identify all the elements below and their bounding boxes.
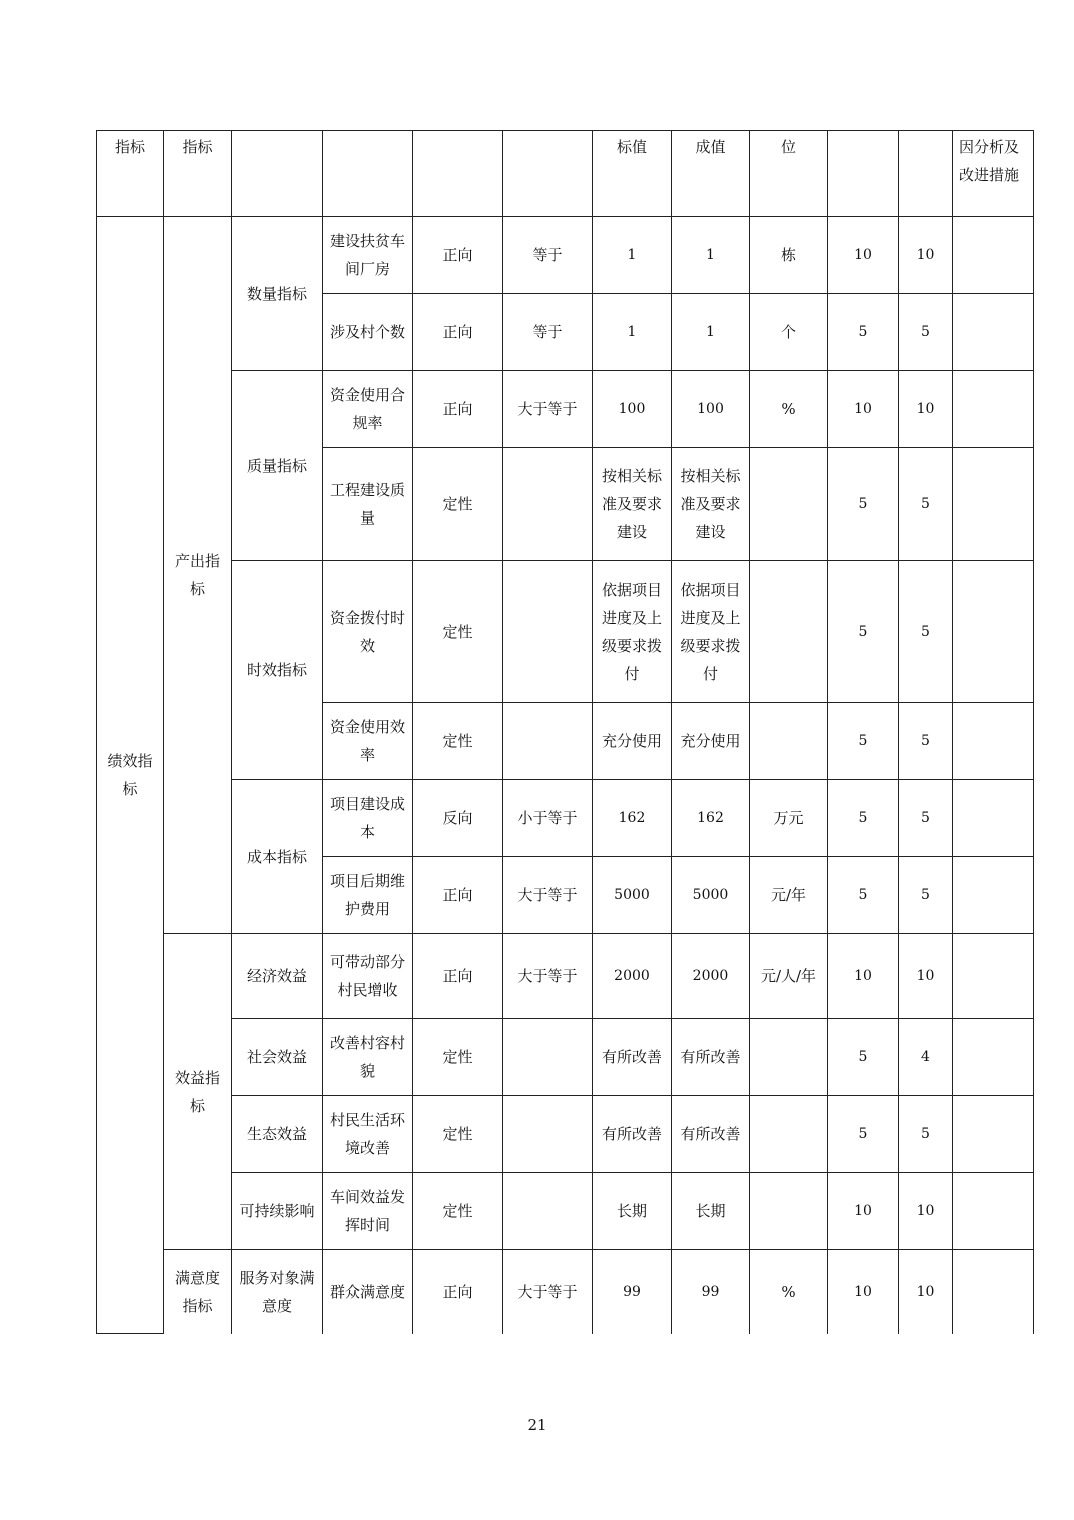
score-cell: 5: [899, 294, 953, 371]
score-cell: 10: [899, 934, 953, 1019]
header-cell: [899, 131, 953, 217]
note-cell: [953, 371, 1034, 448]
target-cell: 99: [593, 1250, 672, 1334]
unit-cell: [750, 561, 828, 703]
comparison-cell: [503, 561, 593, 703]
target-cell: 有所改善: [593, 1019, 672, 1096]
score-cell: 5: [899, 857, 953, 934]
weight-cell: 5: [828, 561, 899, 703]
unit-cell: 元/年: [750, 857, 828, 934]
subgroup-cell-social: 社会效益: [232, 1019, 323, 1096]
comparison-cell: [503, 1019, 593, 1096]
actual-cell: 有所改善: [672, 1019, 750, 1096]
indicator-cell: 改善村容村貌: [323, 1019, 413, 1096]
target-cell: 按相关标准及要求建设: [593, 448, 672, 561]
comparison-cell: [503, 448, 593, 561]
direction-cell: 正向: [413, 294, 503, 371]
score-cell: 5: [899, 1096, 953, 1173]
actual-cell: 1: [672, 294, 750, 371]
actual-cell: 长期: [672, 1173, 750, 1250]
table-row: [97, 934, 1034, 1019]
unit-cell: [750, 1019, 828, 1096]
unit-cell: [750, 1173, 828, 1250]
header-cell: [828, 131, 899, 217]
table-row: [97, 1250, 1034, 1334]
comparison-cell: 大于等于: [503, 857, 593, 934]
actual-cell: 2000: [672, 934, 750, 1019]
table-row: [97, 217, 1034, 294]
indicator-cell: 车间效益发挥时间: [323, 1173, 413, 1250]
actual-cell: 100: [672, 371, 750, 448]
weight-cell: 5: [828, 1019, 899, 1096]
comparison-cell: 大于等于: [503, 371, 593, 448]
comparison-cell: 大于等于: [503, 1250, 593, 1334]
indicator-cell: 群众满意度: [323, 1250, 413, 1334]
comparison-cell: 等于: [503, 294, 593, 371]
unit-cell: %: [750, 1250, 828, 1334]
comparison-cell: [503, 1173, 593, 1250]
indicator-cell: 涉及村个数: [323, 294, 413, 371]
group-cell-satisfaction: 满意度指标: [164, 1250, 232, 1334]
level1-cell: 绩效指标: [97, 217, 164, 1334]
direction-cell: 正向: [413, 371, 503, 448]
comparison-cell: [503, 1096, 593, 1173]
group-cell-output: 产出指标: [164, 217, 232, 934]
target-cell: 依据项目进度及上级要求拨付: [593, 561, 672, 703]
subgroup-cell-sustainable: 可持续影响: [232, 1173, 323, 1250]
header-cell: 指标: [164, 131, 232, 217]
header-cell: [323, 131, 413, 217]
actual-cell: 5000: [672, 857, 750, 934]
direction-cell: 正向: [413, 934, 503, 1019]
table-row: [97, 371, 1034, 448]
unit-cell: [750, 448, 828, 561]
note-cell: [953, 294, 1034, 371]
note-cell: [953, 934, 1034, 1019]
header-cell: 指标: [97, 131, 164, 217]
note-cell: [953, 1250, 1034, 1334]
unit-cell: 栋: [750, 217, 828, 294]
direction-cell: 定性: [413, 448, 503, 561]
weight-cell: 10: [828, 217, 899, 294]
score-cell: 10: [899, 371, 953, 448]
indicator-cell: 村民生活环境改善: [323, 1096, 413, 1173]
weight-cell: 5: [828, 294, 899, 371]
actual-cell: 按相关标准及要求建设: [672, 448, 750, 561]
weight-cell: 5: [828, 703, 899, 780]
target-cell: 长期: [593, 1173, 672, 1250]
weight-cell: 10: [828, 371, 899, 448]
unit-cell: 元/人/年: [750, 934, 828, 1019]
unit-cell: [750, 703, 828, 780]
indicator-cell: 资金拨付时效: [323, 561, 413, 703]
actual-cell: 162: [672, 780, 750, 857]
direction-cell: 定性: [413, 1173, 503, 1250]
target-cell: 2000: [593, 934, 672, 1019]
header-cell: [232, 131, 323, 217]
table-row: [97, 1096, 1034, 1173]
header-cell: 因分析及改进措施: [953, 131, 1034, 217]
header-cell: [503, 131, 593, 217]
header-cell: 成值: [672, 131, 750, 217]
target-cell: 有所改善: [593, 1096, 672, 1173]
unit-cell: [750, 1096, 828, 1173]
comparison-cell: 等于: [503, 217, 593, 294]
indicator-cell: 资金使用效率: [323, 703, 413, 780]
target-cell: 1: [593, 294, 672, 371]
subgroup-cell-ecological: 生态效益: [232, 1096, 323, 1173]
score-cell: 5: [899, 703, 953, 780]
note-cell: [953, 217, 1034, 294]
direction-cell: 反向: [413, 780, 503, 857]
actual-cell: 充分使用: [672, 703, 750, 780]
subgroup-cell-cost: 成本指标: [232, 780, 323, 934]
unit-cell: 万元: [750, 780, 828, 857]
direction-cell: 正向: [413, 217, 503, 294]
weight-cell: 10: [828, 1173, 899, 1250]
direction-cell: 定性: [413, 561, 503, 703]
indicator-cell: 可带动部分村民增收: [323, 934, 413, 1019]
direction-cell: 定性: [413, 1019, 503, 1096]
score-cell: 10: [899, 1173, 953, 1250]
score-cell: 5: [899, 448, 953, 561]
comparison-cell: [503, 703, 593, 780]
target-cell: 100: [593, 371, 672, 448]
score-cell: 10: [899, 217, 953, 294]
header-cell: 标值: [593, 131, 672, 217]
header-cell: 位: [750, 131, 828, 217]
actual-cell: 1: [672, 217, 750, 294]
indicator-cell: 工程建设质量: [323, 448, 413, 561]
note-cell: [953, 703, 1034, 780]
comparison-cell: 大于等于: [503, 934, 593, 1019]
actual-cell: 有所改善: [672, 1096, 750, 1173]
weight-cell: 10: [828, 1250, 899, 1334]
target-cell: 1: [593, 217, 672, 294]
actual-cell: 99: [672, 1250, 750, 1334]
subgroup-cell-quality: 质量指标: [232, 371, 323, 561]
direction-cell: 定性: [413, 703, 503, 780]
indicator-cell: 项目建设成本: [323, 780, 413, 857]
performance-indicator-table: [96, 130, 1034, 1334]
table-row: [97, 1019, 1034, 1096]
indicator-cell: 项目后期维护费用: [323, 857, 413, 934]
score-cell: 5: [899, 780, 953, 857]
weight-cell: 5: [828, 780, 899, 857]
weight-cell: 10: [828, 934, 899, 1019]
score-cell: 4: [899, 1019, 953, 1096]
note-cell: [953, 1019, 1034, 1096]
table-row: [97, 561, 1034, 703]
table-row: [97, 1173, 1034, 1250]
direction-cell: 正向: [413, 1250, 503, 1334]
direction-cell: 正向: [413, 857, 503, 934]
target-cell: 充分使用: [593, 703, 672, 780]
indicator-cell: 资金使用合规率: [323, 371, 413, 448]
note-cell: [953, 1173, 1034, 1250]
page-number: 21: [527, 1416, 547, 1434]
note-cell: [953, 448, 1034, 561]
header-cell: [413, 131, 503, 217]
direction-cell: 定性: [413, 1096, 503, 1173]
note-cell: [953, 780, 1034, 857]
target-cell: 5000: [593, 857, 672, 934]
note-cell: [953, 561, 1034, 703]
unit-cell: %: [750, 371, 828, 448]
header-row: [97, 131, 1034, 217]
note-cell: [953, 857, 1034, 934]
table-row: [97, 780, 1034, 857]
note-cell: [953, 1096, 1034, 1173]
weight-cell: 5: [828, 448, 899, 561]
weight-cell: 5: [828, 1096, 899, 1173]
subgroup-cell-economic: 经济效益: [232, 934, 323, 1019]
actual-cell: 依据项目进度及上级要求拨付: [672, 561, 750, 703]
score-cell: 5: [899, 561, 953, 703]
weight-cell: 5: [828, 857, 899, 934]
subgroup-cell-quantity: 数量指标: [232, 217, 323, 371]
comparison-cell: 小于等于: [503, 780, 593, 857]
target-cell: 162: [593, 780, 672, 857]
subgroup-cell-timeliness: 时效指标: [232, 561, 323, 780]
subgroup-cell-service: 服务对象满意度: [232, 1250, 323, 1334]
score-cell: 10: [899, 1250, 953, 1334]
group-cell-benefit: 效益指标: [164, 934, 232, 1250]
indicator-cell: 建设扶贫车间厂房: [323, 217, 413, 294]
unit-cell: 个: [750, 294, 828, 371]
